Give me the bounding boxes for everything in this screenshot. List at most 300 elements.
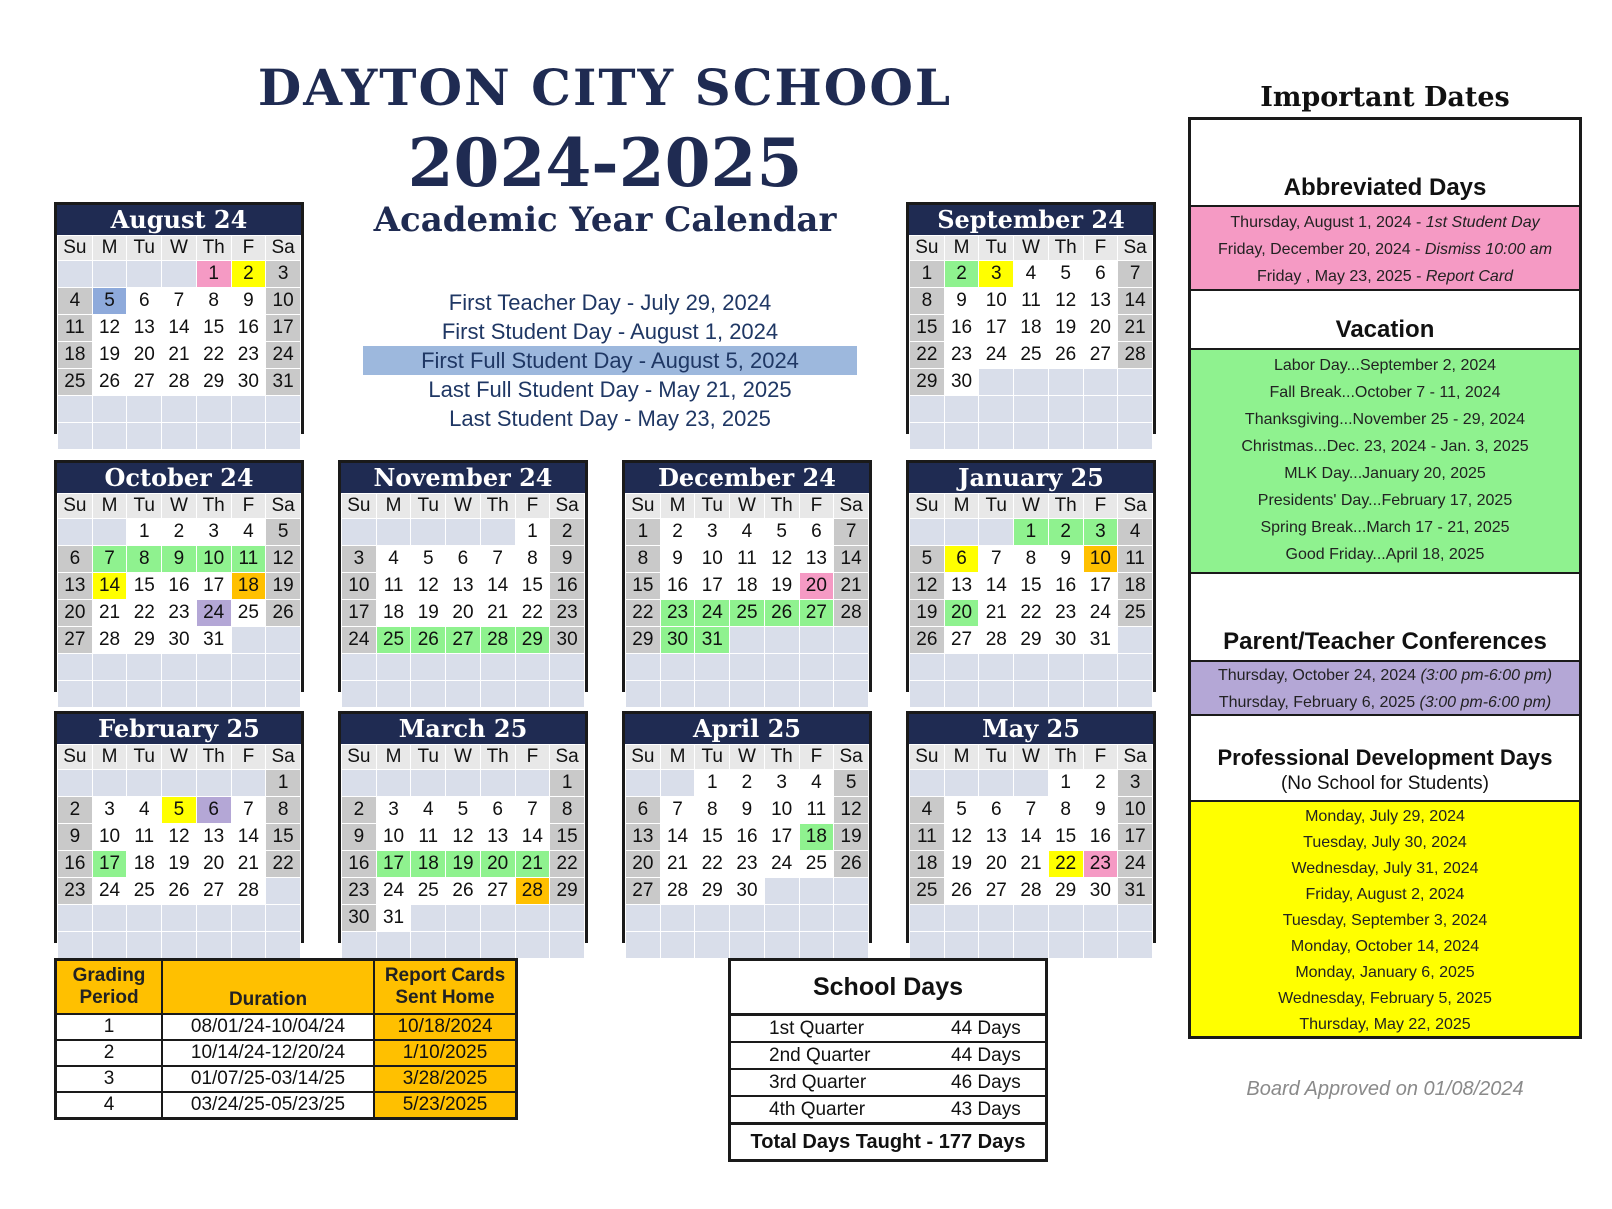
- empty-day-cell: [411, 681, 446, 708]
- week-row: [626, 546, 869, 573]
- calendar-day: 17: [376, 851, 411, 878]
- calendar-day: 26: [162, 878, 197, 905]
- calendar-day: 25: [58, 369, 93, 396]
- conference-item: Thursday, February 6, 2025 (3:00 pm-6:00 pm): [1218, 694, 1552, 711]
- empty-day-cell: [834, 878, 869, 905]
- calendar-day: 26: [1048, 342, 1083, 369]
- conferences-heading: Parent/Teacher Conferences: [1223, 628, 1547, 655]
- calendar-day: 4: [799, 770, 834, 797]
- empty-day-cell: [127, 423, 162, 450]
- board-approved-note: Board Approved on 01/08/2024: [1246, 1078, 1524, 1100]
- calendar-day: 15: [266, 824, 301, 851]
- grading-duration: 08/01/24-10/04/24: [162, 1014, 374, 1040]
- weekday-label: F: [231, 494, 266, 519]
- calendar-day: 1: [695, 770, 730, 797]
- pd-day: Wednesday, February 5, 2025: [1278, 990, 1492, 1007]
- calendar-day: 6: [979, 797, 1014, 824]
- calendar-day: 5: [92, 288, 127, 315]
- calendar-day: 31: [266, 369, 301, 396]
- calendar-day: 4: [58, 288, 93, 315]
- calendar-day: 28: [231, 878, 266, 905]
- calendar-day: 15: [196, 315, 231, 342]
- calendar-day: 14: [979, 573, 1014, 600]
- empty-day-cell: [446, 932, 481, 959]
- week-row: [910, 261, 1153, 288]
- empty-day-cell: [626, 932, 661, 959]
- pd-day: Wednesday, July 31, 2024: [1291, 860, 1479, 877]
- month-grid: [909, 744, 1153, 959]
- calendar-day: 18: [799, 824, 834, 851]
- calendar-day: 22: [266, 851, 301, 878]
- pd-day: Tuesday, September 3, 2024: [1282, 912, 1488, 929]
- empty-day-cell: [266, 627, 301, 654]
- empty-day-cell: [411, 932, 446, 959]
- empty-day-cell: [411, 519, 446, 546]
- calendar-day: 22: [695, 851, 730, 878]
- weekday-label: W: [1014, 745, 1049, 770]
- weekday-label: M: [92, 745, 127, 770]
- week-row: [342, 878, 585, 905]
- empty-day-cell: [1118, 654, 1153, 681]
- calendar-day: 8: [266, 797, 301, 824]
- week-row: [910, 681, 1153, 708]
- calendar-day: 2: [1048, 519, 1083, 546]
- calendar-day: 10: [266, 288, 301, 315]
- week-row: [626, 519, 869, 546]
- calendar-day: 11: [231, 546, 266, 573]
- calendar-day: 9: [660, 546, 695, 573]
- weekday-label: Tu: [695, 494, 730, 519]
- weekday-label: M: [944, 494, 979, 519]
- week-row: [626, 932, 869, 959]
- vacation-item: Labor Day...September 2, 2024: [1273, 357, 1497, 374]
- table-row: [56, 1014, 517, 1040]
- empty-day-cell: [92, 396, 127, 423]
- calendar-day: 17: [979, 315, 1014, 342]
- empty-day-cell: [92, 932, 127, 959]
- empty-day-cell: [660, 770, 695, 797]
- empty-day-cell: [1118, 396, 1153, 423]
- weekday-label: Sa: [834, 494, 869, 519]
- weekday-label: Tu: [127, 236, 162, 261]
- report-card-date: 1/10/2025: [374, 1040, 517, 1066]
- calendar-day: 8: [196, 288, 231, 315]
- weekday-label: W: [730, 745, 765, 770]
- empty-day-cell: [58, 654, 93, 681]
- calendar-day: 30: [1048, 627, 1083, 654]
- weekday-label: F: [515, 745, 550, 770]
- calendar-day: 15: [910, 315, 945, 342]
- important-dates-title: Important Dates: [1260, 82, 1510, 113]
- calendar-day: 18: [411, 851, 446, 878]
- calendar-day: 7: [834, 519, 869, 546]
- empty-day-cell: [910, 770, 945, 797]
- calendar-day: 23: [660, 600, 695, 627]
- empty-day-cell: [1048, 423, 1083, 450]
- empty-day-cell: [92, 681, 127, 708]
- weekday-label: F: [1083, 494, 1118, 519]
- calendar-day: 16: [231, 315, 266, 342]
- calendar-day: 30: [1083, 878, 1118, 905]
- empty-day-cell: [910, 932, 945, 959]
- vacation-heading: Vacation: [1335, 316, 1435, 343]
- calendar-day: 31: [695, 627, 730, 654]
- quarter-label: 2nd Quarter: [769, 1045, 871, 1066]
- calendar-day: 15: [1048, 824, 1083, 851]
- calendar-day: 22: [910, 342, 945, 369]
- empty-day-cell: [1083, 423, 1118, 450]
- calendar-day: 1: [266, 770, 301, 797]
- calendar-day: 3: [342, 546, 377, 573]
- empty-day-cell: [1014, 681, 1049, 708]
- empty-day-cell: [162, 261, 197, 288]
- week-row: [626, 600, 869, 627]
- calendar-day: 18: [127, 851, 162, 878]
- weekday-label: Su: [910, 236, 945, 261]
- calendar-day: 16: [944, 315, 979, 342]
- empty-day-cell: [799, 905, 834, 932]
- calendar-day: 5: [411, 546, 446, 573]
- abbreviated-day: Thursday, August 1, 2024 - 1st Student Day: [1230, 214, 1540, 231]
- week-row: [910, 342, 1153, 369]
- weekday-label: Tu: [127, 494, 162, 519]
- calendar-day: 5: [834, 770, 869, 797]
- calendar-day: 17: [342, 600, 377, 627]
- week-row: [910, 396, 1153, 423]
- pd-day: Thursday, May 22, 2025: [1299, 1016, 1471, 1033]
- calendar-day: 12: [764, 546, 799, 573]
- calendar-day: 18: [231, 573, 266, 600]
- calendar-day: 4: [127, 797, 162, 824]
- calendar-day: 2: [342, 797, 377, 824]
- month-august-24: [54, 202, 304, 434]
- week-row: [910, 519, 1153, 546]
- calendar-day: 19: [834, 824, 869, 851]
- table-row: [731, 1043, 1045, 1070]
- empty-day-cell: [231, 423, 266, 450]
- calendar-day: 11: [910, 824, 945, 851]
- calendar-day: 1: [1048, 770, 1083, 797]
- calendar-day: 23: [944, 342, 979, 369]
- week-row: [58, 797, 301, 824]
- calendar-day: 12: [910, 573, 945, 600]
- calendar-day: 6: [626, 797, 661, 824]
- month-april-25: [622, 711, 872, 943]
- calendar-day: 14: [834, 546, 869, 573]
- empty-day-cell: [944, 654, 979, 681]
- weekday-label: Tu: [127, 745, 162, 770]
- calendar-day: 6: [1083, 261, 1118, 288]
- table-row: [56, 1066, 517, 1092]
- table-row: [56, 1092, 517, 1119]
- calendar-day: 17: [92, 851, 127, 878]
- calendar-day: 11: [127, 824, 162, 851]
- week-row: [58, 851, 301, 878]
- calendar-day: 28: [834, 600, 869, 627]
- calendar-day: 8: [515, 546, 550, 573]
- calendar-day: 23: [550, 600, 585, 627]
- calendar-day: 19: [1048, 315, 1083, 342]
- weekday-label: W: [446, 494, 481, 519]
- empty-day-cell: [376, 681, 411, 708]
- calendar-day: 9: [162, 546, 197, 573]
- calendar-day: 1: [626, 519, 661, 546]
- week-row: [58, 878, 301, 905]
- calendar-day: 1: [550, 770, 585, 797]
- calendar-day: 14: [1014, 824, 1049, 851]
- calendar-day: 6: [944, 546, 979, 573]
- empty-day-cell: [730, 627, 765, 654]
- week-row: [58, 396, 301, 423]
- week-row: [342, 770, 585, 797]
- calendar-day: 28: [480, 627, 515, 654]
- pd-day: Monday, July 29, 2024: [1305, 808, 1465, 825]
- calendar-day: 21: [660, 851, 695, 878]
- weekday-label: Sa: [550, 745, 585, 770]
- empty-day-cell: [266, 932, 301, 959]
- empty-day-cell: [127, 681, 162, 708]
- weekday-label: F: [231, 236, 266, 261]
- weekday-label: Th: [764, 745, 799, 770]
- week-row: [910, 600, 1153, 627]
- calendar-day: 5: [910, 546, 945, 573]
- pd-day: Friday, August 2, 2024: [1305, 886, 1465, 903]
- week-row: [342, 932, 585, 959]
- weekday-label: Th: [196, 494, 231, 519]
- grading-period-table: [54, 958, 518, 1120]
- calendar-day: 24: [266, 342, 301, 369]
- calendar-day: 7: [660, 797, 695, 824]
- calendar-day: 7: [979, 546, 1014, 573]
- calendar-day: 24: [196, 600, 231, 627]
- empty-day-cell: [799, 654, 834, 681]
- weekday-label: Tu: [979, 236, 1014, 261]
- month-february-25: [54, 711, 304, 943]
- empty-day-cell: [446, 519, 481, 546]
- pd-days-subheading: (No School for Students): [1280, 773, 1490, 794]
- calendar-day: 23: [58, 878, 93, 905]
- weekday-label: Sa: [1118, 494, 1153, 519]
- calendar-day: 2: [58, 797, 93, 824]
- week-row: [58, 627, 301, 654]
- week-row: [910, 654, 1153, 681]
- vacation-item: Presidents' Day...February 17, 2025: [1257, 492, 1513, 509]
- calendar-day: 27: [446, 627, 481, 654]
- calendar-day: 13: [480, 824, 515, 851]
- empty-day-cell: [58, 396, 93, 423]
- empty-day-cell: [1014, 396, 1049, 423]
- empty-day-cell: [162, 770, 197, 797]
- key-date: Last Student Day - May 23, 2025: [449, 406, 771, 431]
- week-row: [342, 654, 585, 681]
- week-row: [626, 654, 869, 681]
- empty-day-cell: [92, 770, 127, 797]
- month-grid: [341, 744, 585, 959]
- weekday-label: W: [730, 494, 765, 519]
- calendar-day: 26: [266, 600, 301, 627]
- empty-day-cell: [446, 681, 481, 708]
- calendar-day: 29: [626, 627, 661, 654]
- empty-day-cell: [127, 932, 162, 959]
- empty-day-cell: [231, 932, 266, 959]
- empty-day-cell: [730, 681, 765, 708]
- calendar-day: 25: [730, 600, 765, 627]
- calendar-day: 21: [834, 573, 869, 600]
- calendar-day: 10: [695, 546, 730, 573]
- abbreviated-days-heading: Abbreviated Days: [1283, 174, 1487, 201]
- calendar-day: 25: [376, 627, 411, 654]
- empty-day-cell: [550, 932, 585, 959]
- week-row: [58, 654, 301, 681]
- key-date: Last Full Student Day - May 21, 2025: [428, 377, 792, 402]
- weekday-label: M: [92, 236, 127, 261]
- calendar-day: 18: [1014, 315, 1049, 342]
- calendar-day: 22: [196, 342, 231, 369]
- calendar-day: 7: [231, 797, 266, 824]
- calendar-day: 13: [127, 315, 162, 342]
- week-row: [58, 369, 301, 396]
- quarter-days: 43 Days: [951, 1099, 1021, 1120]
- week-row: [626, 824, 869, 851]
- weekday-label: F: [799, 494, 834, 519]
- calendar-day: 27: [58, 627, 93, 654]
- month-november-24: [338, 460, 588, 692]
- calendar-day: 20: [196, 851, 231, 878]
- calendar-day: 25: [799, 851, 834, 878]
- calendar-day: 4: [1118, 519, 1153, 546]
- school-name: DAYTON CITY SCHOOL: [257, 58, 953, 117]
- empty-day-cell: [411, 770, 446, 797]
- weekday-label: F: [1083, 745, 1118, 770]
- calendar-day: 2: [660, 519, 695, 546]
- table-row: [56, 1040, 517, 1066]
- calendar-day: 8: [910, 288, 945, 315]
- empty-day-cell: [834, 932, 869, 959]
- calendar-day: 22: [1048, 851, 1083, 878]
- quarter-label: 3rd Quarter: [769, 1072, 867, 1093]
- empty-day-cell: [550, 654, 585, 681]
- week-row: [626, 797, 869, 824]
- week-row: [910, 315, 1153, 342]
- month-title: October 24: [57, 463, 301, 493]
- pd-day: Monday, January 6, 2025: [1295, 964, 1475, 981]
- empty-day-cell: [58, 681, 93, 708]
- calendar-day: 10: [92, 824, 127, 851]
- calendar-day: 13: [196, 824, 231, 851]
- vacation-item: Fall Break...October 7 - 11, 2024: [1269, 384, 1501, 401]
- calendar-day: 4: [231, 519, 266, 546]
- calendar-day: 3: [764, 770, 799, 797]
- weekday-label: M: [376, 494, 411, 519]
- empty-day-cell: [231, 627, 266, 654]
- calendar-day: 30: [231, 369, 266, 396]
- week-row: [58, 600, 301, 627]
- week-row: [58, 423, 301, 450]
- pd-day: Monday, October 14, 2024: [1290, 938, 1480, 955]
- empty-day-cell: [979, 905, 1014, 932]
- empty-day-cell: [58, 519, 93, 546]
- empty-day-cell: [695, 654, 730, 681]
- weekday-label: F: [515, 494, 550, 519]
- empty-day-cell: [660, 654, 695, 681]
- empty-day-cell: [515, 932, 550, 959]
- empty-day-cell: [266, 878, 301, 905]
- calendar-day: 15: [695, 824, 730, 851]
- calendar-day: 21: [1118, 315, 1153, 342]
- calendar-day: 5: [764, 519, 799, 546]
- empty-day-cell: [58, 261, 93, 288]
- month-grid: [341, 493, 585, 708]
- calendar-day: 26: [910, 627, 945, 654]
- key-date-highlight: First Full Student Day - August 5, 2024: [363, 346, 857, 375]
- empty-day-cell: [446, 654, 481, 681]
- week-row: [910, 851, 1153, 878]
- calendar-day: 13: [979, 824, 1014, 851]
- calendar-day: 14: [92, 573, 127, 600]
- calendar-day: 16: [342, 851, 377, 878]
- calendar-day: 27: [127, 369, 162, 396]
- calendar-day: 14: [231, 824, 266, 851]
- calendar-day: 3: [376, 797, 411, 824]
- empty-day-cell: [1014, 905, 1049, 932]
- pd-day: Tuesday, July 30, 2024: [1303, 834, 1467, 851]
- calendar-day: 26: [411, 627, 446, 654]
- calendar-day: 14: [515, 824, 550, 851]
- calendar-day: 4: [910, 797, 945, 824]
- calendar-day: 24: [695, 600, 730, 627]
- calendar-day: 5: [446, 797, 481, 824]
- empty-day-cell: [695, 681, 730, 708]
- empty-day-cell: [1083, 369, 1118, 396]
- empty-day-cell: [1083, 396, 1118, 423]
- week-row: [58, 342, 301, 369]
- week-row: [626, 573, 869, 600]
- calendar-day: 10: [376, 824, 411, 851]
- calendar-day: 11: [730, 546, 765, 573]
- calendar-day: 28: [979, 627, 1014, 654]
- calendar-day: 8: [550, 797, 585, 824]
- calendar-day: 29: [1048, 878, 1083, 905]
- empty-day-cell: [231, 770, 266, 797]
- calendar-day: 11: [376, 573, 411, 600]
- calendar-day: 16: [58, 851, 93, 878]
- empty-day-cell: [764, 905, 799, 932]
- empty-day-cell: [626, 770, 661, 797]
- calendar-day: 17: [266, 315, 301, 342]
- month-grid: [909, 493, 1153, 708]
- calendar-day: 23: [1048, 600, 1083, 627]
- calendar-day: 17: [764, 824, 799, 851]
- week-row: [626, 627, 869, 654]
- key-dates: [340, 288, 880, 433]
- calendar-day: 14: [1118, 288, 1153, 315]
- month-grid: [909, 235, 1153, 450]
- week-row: [342, 905, 585, 932]
- empty-day-cell: [1083, 654, 1118, 681]
- empty-day-cell: [944, 770, 979, 797]
- calendar-day: 19: [910, 600, 945, 627]
- weekday-label: Sa: [1118, 745, 1153, 770]
- calendar-day: 9: [58, 824, 93, 851]
- calendar-day: 26: [92, 369, 127, 396]
- calendar-day: 28: [1014, 878, 1049, 905]
- empty-day-cell: [515, 905, 550, 932]
- calendar-day: 23: [162, 600, 197, 627]
- month-grid: [57, 235, 301, 450]
- vacation-item: Spring Break...March 17 - 21, 2025: [1260, 519, 1510, 536]
- calendar-day: 27: [799, 600, 834, 627]
- week-row: [342, 797, 585, 824]
